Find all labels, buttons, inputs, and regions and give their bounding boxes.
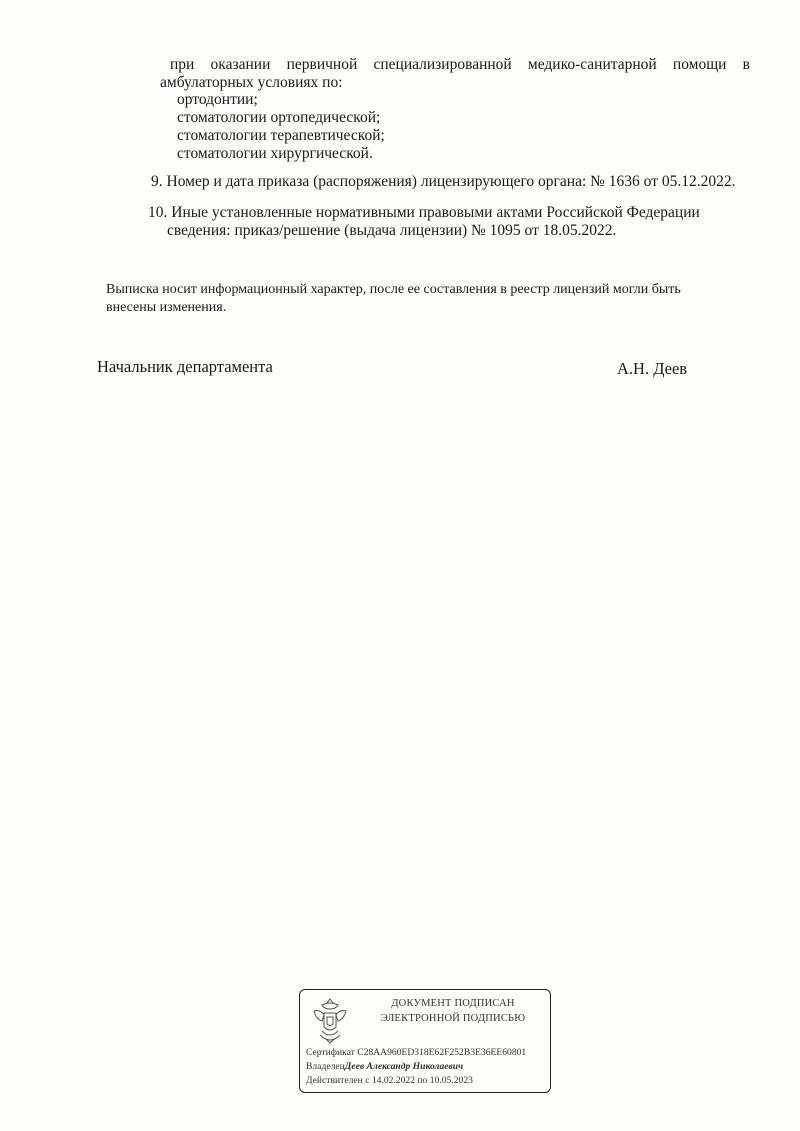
- note-line-2: внесены изменения.: [106, 300, 227, 315]
- item-9: 9. Номер и дата приказа (распоряжения) лицензирующего органа: № 1636 от 05.12.2022.: [151, 173, 736, 190]
- note-line-1: Выписка носит информационный характер, после ее составления в реестр лицензий могли быть: [106, 282, 681, 297]
- service-item: ортодонтии;: [177, 91, 258, 108]
- owner-label: Владелец: [306, 1061, 345, 1072]
- stamp-owner: [306, 1061, 463, 1072]
- stamp-title-1: ДОКУМЕНТ ПОДПИСАН: [391, 998, 515, 1009]
- stamp-validity: Действителен с 14.02.2022 по 10.05.2023: [306, 1075, 473, 1086]
- certificate-label: Сертификат: [306, 1047, 355, 1058]
- signature-name: А.Н. Деев: [617, 359, 688, 378]
- stamp-certificate: [306, 1047, 526, 1058]
- item-10-line-1: 10. Иные установленные нормативными правовыми актами Российской Федерации: [148, 204, 700, 221]
- item-10-line-2: сведения: приказ/решение (выдача лицензии) № 1095 от 18.05.2022.: [167, 222, 617, 239]
- owner-value: Деев Александр Николаевич: [344, 1061, 464, 1072]
- service-item: стоматологии ортопедической;: [177, 109, 381, 126]
- service-item: стоматологии хирургической.: [177, 145, 373, 162]
- electronic-signature-stamp: [299, 989, 551, 1093]
- coat-of-arms-icon: [308, 995, 352, 1045]
- service-item: стоматологии терапевтической;: [177, 127, 385, 144]
- intro-line-2: амбулаторных условиях по:: [160, 74, 343, 91]
- signature-position: Начальник департамента: [97, 357, 273, 376]
- stamp-title-2: ЭЛЕКТРОННОЙ ПОДПИСЬЮ: [380, 1013, 526, 1024]
- intro-line-1: при оказании первичной специализированной медико-санитарной помощи в: [170, 56, 750, 73]
- certificate-value: C28AA960ED318E62F252B3E36EE60801: [357, 1047, 527, 1058]
